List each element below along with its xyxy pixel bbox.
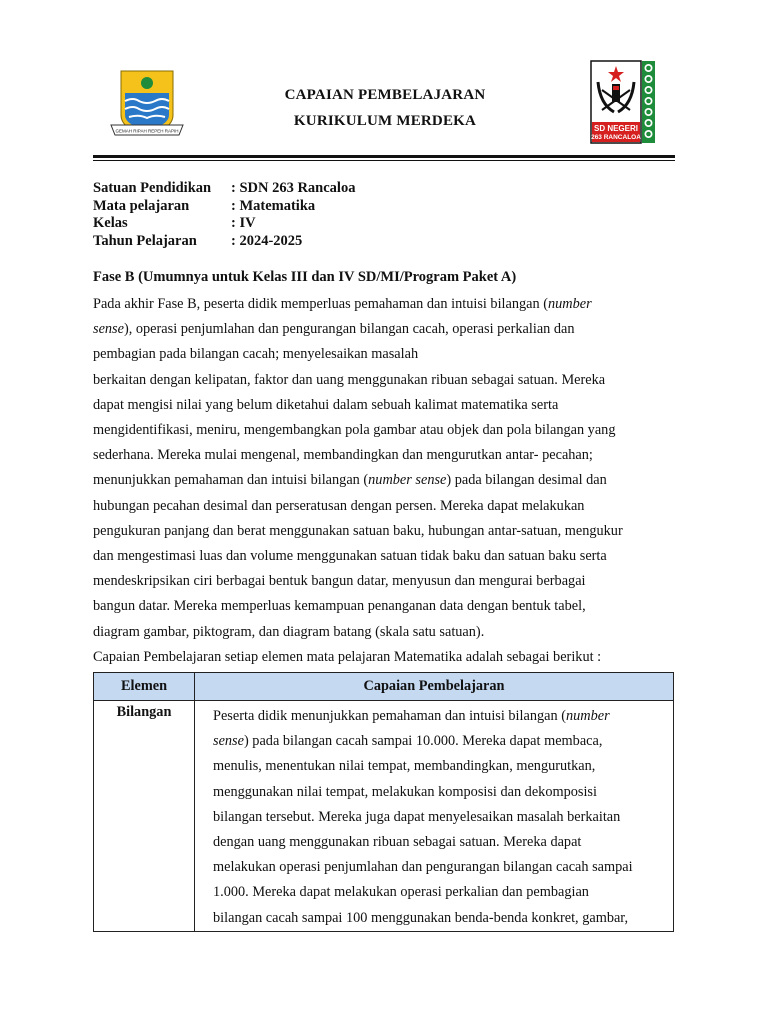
body-paragraph [93, 292, 683, 670]
meta-row-class [93, 215, 355, 233]
crest-motto-text: GEMAH RIPAH REPEH RAPIH [115, 128, 179, 134]
header-divider-thick [93, 155, 675, 158]
paragraph-line: dan mengestimasi luas dan volume menggunakan satuan tidak baku dan satuan baku serta [93, 548, 607, 565]
meta-row-year [93, 233, 355, 251]
document-title-line1: CAPAIAN PEMBELAJARAN [284, 87, 486, 103]
meta-key: Mata pelajaran [93, 197, 190, 214]
school-logo [590, 60, 656, 144]
paragraph-line: pengukuran panjang dan berat menggunakan satuan baku, hubungan antar-satuan, mengukur [93, 522, 623, 539]
cell-line: melakukan operasi penjumlahan dan pengurangan bilangan cacah sampai [213, 859, 633, 876]
paragraph-line: berkaitan dengan kelipatan, faktor dan uang menggunakan ribuan sebagai satuan. Mereka [93, 371, 606, 388]
meta-key: Kelas [93, 215, 128, 231]
paragraph-line: mendeskripsikan ciri berbagai bentuk bangun datar, menyusun dan mengurai berbagai [93, 573, 586, 590]
table-row [94, 701, 674, 932]
document-meta [93, 180, 355, 250]
capaian-cell [195, 701, 674, 932]
header-divider-thin [93, 160, 675, 161]
meta-key: Satuan Pendidikan [93, 180, 212, 196]
meta-row-subject [93, 198, 355, 216]
column-header-elemen: Elemen [94, 673, 195, 701]
table-header-row [94, 673, 674, 701]
cell-line: Peserta didik menunjukkan pemahaman dan intuisi bilangan (number [213, 708, 610, 724]
document-title-line2: KURIKULUM MERDEKA [293, 113, 477, 129]
paragraph-line: sederhana. Mereka mulai mengenal, membandingkan dan mengurutkan antar- pecahan; [93, 447, 593, 464]
element-cell: Bilangan [94, 701, 195, 932]
cell-line: bilangan cacah sampai 100 menggunakan benda-benda konkret, gambar, [213, 909, 629, 926]
meta-row-school [93, 180, 355, 198]
paragraph-line: sense), operasi penjumlahan dan pengurangan bilangan cacah, operasi perkalian dan [93, 321, 575, 338]
cell-line: 1.000. Mereka dapat melakukan operasi perkalian dan pembagian [213, 884, 589, 901]
meta-value: : SDN 263 Rancaloa [231, 180, 356, 196]
cell-line: bilangan tersebut. Mereka juga dapat menyelesaikan masalah berkaitan [213, 808, 621, 825]
paragraph-line: menunjukkan pemahaman dan intuisi bilangan (number sense) pada bilangan desimal dan [93, 472, 607, 489]
fase-heading: Fase B (Umumnya untuk Kelas III dan IV SD/MI/Program Paket A) [93, 269, 517, 285]
paragraph-line: Capaian Pembelajaran setiap elemen mata pelajaran Matematika adalah sebagai berikut : [93, 648, 602, 665]
cell-line: menulis, menentukan nilai tempat, membandingkan, mengurutkan, [213, 758, 596, 775]
paragraph-line: dapat mengisi nilai yang belum diketahui dalam sebuah kalimat matematika serta [93, 396, 559, 413]
paragraph-line: mengidentifikasi, meniru, mengembangkan pola gambar atau objek dan pola bilangan yang [93, 422, 616, 439]
meta-value: : IV [231, 215, 256, 231]
paragraph-line: bangun datar. Mereka memperluas kemampuan penanganan data dengan bentuk tabel, [93, 598, 586, 615]
cell-line: dengan uang menggunakan ribuan sebagai satuan. Mereka dapat [213, 834, 582, 851]
cell-line: sense) pada bilangan cacah sampai 10.000. Mereka dapat membaca, [213, 733, 603, 750]
capaian-table [93, 672, 674, 932]
school-logo-text2: 263 RANCALOA [591, 134, 641, 141]
meta-value: : 2024-2025 [231, 232, 303, 249]
regency-crest-logo [107, 63, 187, 145]
meta-key: Tahun Pelajaran [93, 232, 197, 249]
paragraph-line: diagram gambar, piktogram, dan diagram batang (skala satu satuan). [93, 623, 485, 640]
cell-line: menggunakan nilai tempat, melakukan komposisi dan dekomposisi [213, 783, 597, 800]
paragraph-line: hubungan pecahan desimal dan perseratusan dengan persen. Mereka dapat melakukan [93, 497, 585, 514]
school-logo-text1: SD NEGERI [593, 124, 639, 133]
paragraph-line: Pada akhir Fase B, peserta didik memperluas pemahaman dan intuisi bilangan (number [93, 296, 592, 312]
column-header-capaian: Capaian Pembelajaran [195, 673, 674, 701]
meta-value: : Matematika [231, 197, 316, 214]
paragraph-line: pembagian pada bilangan cacah; menyelesaikan masalah [93, 346, 419, 363]
